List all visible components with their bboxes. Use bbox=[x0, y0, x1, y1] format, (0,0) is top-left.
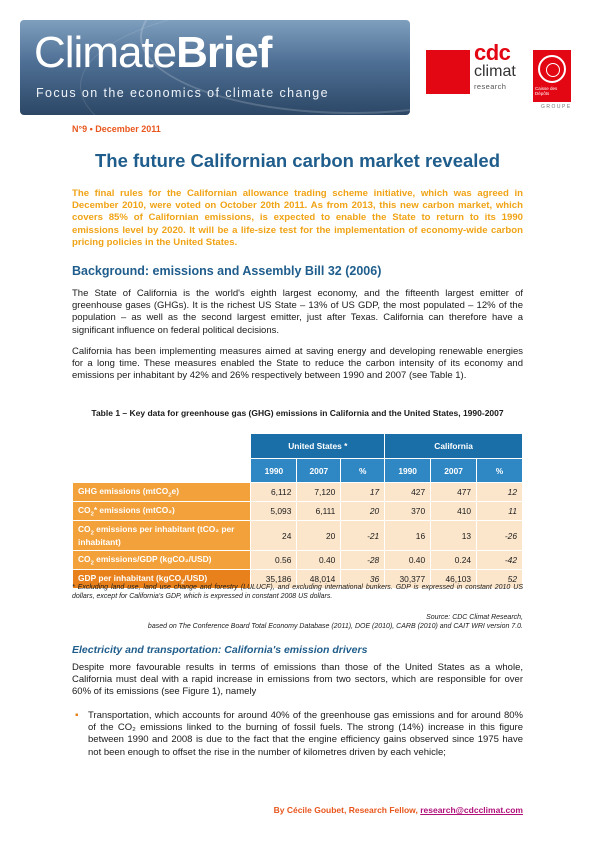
table-cell: 6,111 bbox=[297, 502, 341, 521]
table-cell: 46,103 bbox=[431, 570, 477, 589]
section-heading-drivers: Electricity and transportation: California's emission drivers bbox=[72, 644, 368, 656]
cdc-logo-line2: climat bbox=[474, 63, 516, 80]
table-cell: 48,014 bbox=[297, 570, 341, 589]
table-cell: -28 bbox=[341, 551, 385, 570]
caisse-logo-text: Caisse des Dépôts bbox=[535, 86, 558, 96]
table-cell: 5,093 bbox=[251, 502, 297, 521]
table-cell: 0.40 bbox=[385, 551, 431, 570]
table-header-year: 1990 bbox=[385, 459, 431, 483]
table-header-california: California bbox=[385, 434, 523, 459]
paragraph: Despite more favourable results in terms of emissions than those of the United States as a whole, California must deal with a rapid increase in emissions from two sectors, which are responsible for over 60% of its emissions (see Figure 1), namely bbox=[72, 662, 523, 698]
section-heading-background: Background: emissions and Assembly Bill 32 (2006) bbox=[72, 264, 382, 278]
table-header-group-row bbox=[73, 434, 523, 459]
row-label: GDP per inhabitant (kgCO$_2$/USD) bbox=[73, 570, 251, 589]
email-link[interactable]: research@cdcclimat.com bbox=[420, 805, 523, 815]
bullet-text: Transportation, which accounts for around 40% of the greenhouse gas emissions and for around 80% of the CO₂ emissions linked to the burning of fossil fuels. The strong (14%) increase in this figure between 1990 and 2008 is due to the fact that the engine efficiency gains observed since 1975 have not been enough to offset the rise in the number of kilometres driven by each vehicle; bbox=[88, 710, 523, 758]
table-cell: 427 bbox=[385, 483, 431, 502]
row-label: GHG emissions (mtCO$_2$e) bbox=[73, 483, 251, 502]
table-header-year: % bbox=[341, 459, 385, 483]
table-cell: 370 bbox=[385, 502, 431, 521]
table-cell: -26 bbox=[477, 521, 523, 551]
footer-byline bbox=[274, 805, 523, 815]
table-header-us: United States * bbox=[251, 434, 385, 459]
table-header-year: % bbox=[477, 459, 523, 483]
table-cell: -21 bbox=[341, 521, 385, 551]
table-caption: Table 1 – Key data for greenhouse gas (GHG) emissions in California and the United States, 1990-2007 bbox=[91, 408, 504, 418]
table-header-year: 1990 bbox=[251, 459, 297, 483]
emissions-table bbox=[72, 433, 523, 589]
table-header-blank bbox=[73, 434, 251, 459]
row-label: $CO_2*$ emissions (mtCO₂) bbox=[73, 502, 251, 521]
bullet-icon: ▪ bbox=[75, 710, 79, 721]
table-cell: 7,120 bbox=[297, 483, 341, 502]
issue-number: N°9 • December 2011 bbox=[72, 124, 161, 134]
cdc-logo-square bbox=[426, 50, 470, 94]
table-footnote: * Excluding land use, land use change and forestry (LULUCF), and excluding international bunkers. GDP is expressed in constant 2010 US dollars, except for California's GDP, which is expressed in constant 2008 US dollars. bbox=[72, 584, 523, 600]
table-cell: 0.40 bbox=[297, 551, 341, 570]
table-cell: 13 bbox=[431, 521, 477, 551]
row-label: $CO_2$ emissions per inhabitant (tCO₂ per inhabitant) bbox=[73, 521, 251, 551]
table-cell: 20 bbox=[297, 521, 341, 551]
brand-tagline: Focus on the economics of climate change bbox=[36, 86, 329, 100]
table-cell: 11 bbox=[477, 502, 523, 521]
table-row bbox=[73, 551, 523, 570]
seal-icon bbox=[538, 55, 566, 83]
caisse-groupe-label: GROUPE bbox=[541, 104, 572, 110]
table-cell: 0.24 bbox=[431, 551, 477, 570]
table-cell: 477 bbox=[431, 483, 477, 502]
table-cell: 12 bbox=[477, 483, 523, 502]
table-cell: 52 bbox=[477, 570, 523, 589]
byline-text: By Cécile Goubet, Research Fellow, bbox=[273, 805, 421, 815]
caisse-des-depots-logo bbox=[533, 50, 571, 102]
table-row bbox=[73, 521, 523, 551]
table-header-blank bbox=[73, 459, 251, 483]
brand-light: Climate bbox=[34, 28, 177, 77]
table-row bbox=[73, 483, 523, 502]
table-cell: -42 bbox=[477, 551, 523, 570]
table-header-year-row bbox=[73, 459, 523, 483]
table-cell: 16 bbox=[385, 521, 431, 551]
table-header-year: 2007 bbox=[297, 459, 341, 483]
table-header-year: 2007 bbox=[431, 459, 477, 483]
cdc-logo-line1: cdc bbox=[474, 40, 511, 65]
page-title: The future Californian carbon market revealed bbox=[94, 150, 501, 171]
table-cell: 6,112 bbox=[251, 483, 297, 502]
row-label: $CO_2$ emissions/GDP (kgCO₂/USD) bbox=[73, 551, 251, 570]
table-cell: 36 bbox=[341, 570, 385, 589]
table-cell: 35,186 bbox=[251, 570, 297, 589]
abstract: The final rules for the Californian allowance trading scheme initiative, which was agreed in December 2010, were voted on October 20th 2011. As from 2013, this new carbon market, which covers 85% of Californian emissions, is expected to enable the State to return to its 1990 emissions level by 2020. It will be a life-size test for the implementation of economy-wide carbon pricing policies in the United States. bbox=[72, 188, 523, 248]
cdc-logo-line3: research bbox=[474, 82, 507, 91]
brand-bold: Brief bbox=[176, 28, 272, 77]
table-cell: 20 bbox=[341, 502, 385, 521]
table-cell: 410 bbox=[431, 502, 477, 521]
table-cell: 30,377 bbox=[385, 570, 431, 589]
table-cell: 0.56 bbox=[251, 551, 297, 570]
paragraph: The State of California is the world's eighth largest economy, and the fifteenth largest emitter of greenhouse gases (GHGs). It is the richest US State – 13% of US GDP, the most populated – 12% of the population – as well as the second largest emitter, just after Texas. California can therefore have a significant influence on federal political decisions. bbox=[72, 288, 523, 336]
header-banner bbox=[20, 20, 410, 115]
source-line1: Source: CDC Climat Research, bbox=[426, 614, 523, 621]
table-cell: 17 bbox=[341, 483, 385, 502]
table-source bbox=[72, 613, 523, 631]
source-line2: based on The Conference Board Total Economy Database (2011), DOE (2010), CARB (2010) and CAIT WRI version 7.0. bbox=[147, 623, 523, 630]
brand-title bbox=[34, 28, 271, 78]
paragraph: California has been implementing measures aimed at saving energy and developing renewable energies for a long time. These measures enabled the State to reduce the carbon intensity of its economy and emissions per inhabitant by 42% and 26% respectively between 1990 and 2007 (see Table 1). bbox=[72, 346, 523, 382]
table-row bbox=[73, 502, 523, 521]
table-cell: 24 bbox=[251, 521, 297, 551]
